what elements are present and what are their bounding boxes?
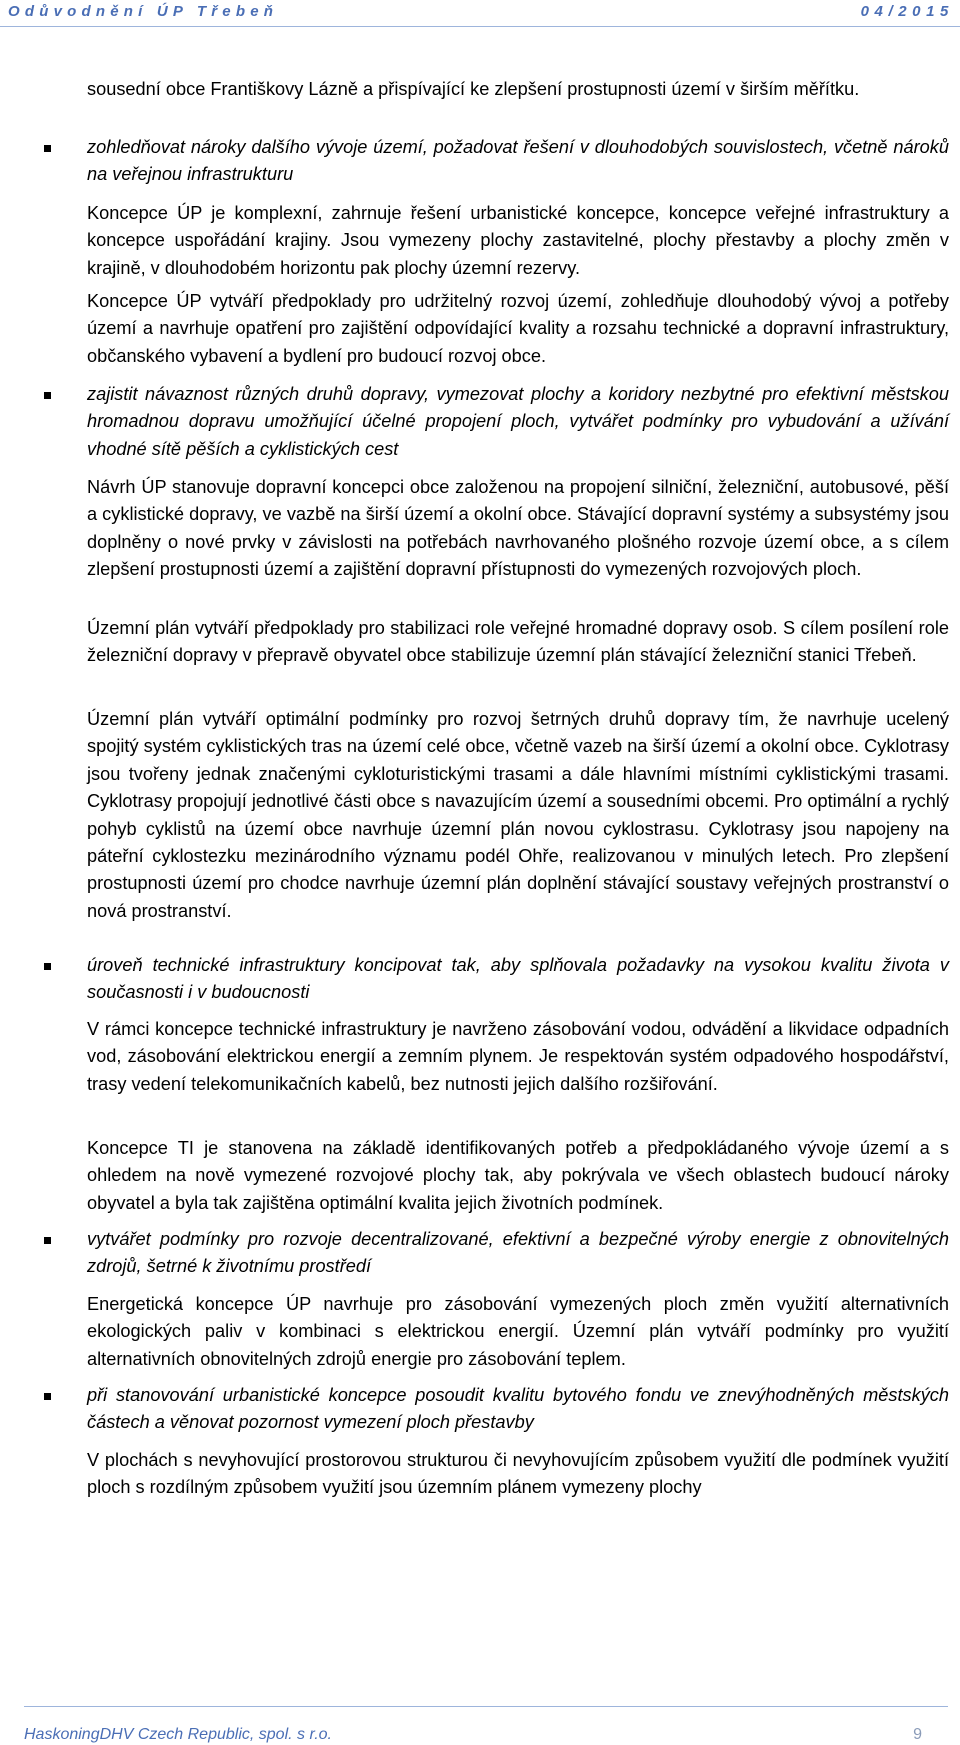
footer-divider	[24, 1706, 948, 1707]
bullet-text: zajistit návaznost různých druhů dopravy, vymezovat plochy a koridory nezbytné pro efektivní městskou hromadnou dopravu umožňující účelné propojení ploch, vytvářet podmínky pro vybudování a užívání vhodné sítě pěších a cyklistických cest	[87, 384, 949, 459]
bullet-icon	[44, 1393, 51, 1400]
paragraph: Energetická koncepce ÚP navrhuje pro zásobování vymezených ploch změn využití alternativních ekologických paliv v kombinaci s elektrickou energií. Územní plán vytváří podmínky pro využití alternativních obnovitelných zdrojů energie pro zásobování teplem.	[87, 1294, 949, 1369]
paragraph: Návrh ÚP stanovuje dopravní koncepci obce založenou na propojení silniční, železniční, autobusové, pěší a cyklistické dopravy, ve vazbě na širší území a okolní obce. Stávající dopravní systémy a subsystémy jsou doplněny o nové prvky v závislosti na potřebách navrhovaného plošného rozvoje území obce, a s cílem zlepšení prostupnosti území a zajištění dopravní přístupnosti do vymezených rozvojových ploch.	[87, 477, 949, 580]
bullet-item	[87, 134, 949, 189]
bullet-icon	[44, 963, 51, 970]
paragraph: Koncepce ÚP vytváří předpoklady pro udržitelný rozvoj území, zohledňuje dlouhodobý vývoj a potřeby území a navrhuje opatření pro zajištění odpovídající kvality a rozsahu technické a dopravní infrastruktury, občanského vybavení a bydlení pro budoucí rozvoj obce.	[87, 291, 949, 366]
header-divider	[0, 26, 960, 27]
page-number: 9	[913, 1726, 922, 1743]
bullet-text: při stanovování urbanistické koncepce posoudit kvalitu bytového fondu ve znevýhodněných městských částech a věnovat pozornost vymezení ploch přestavby	[87, 1385, 949, 1433]
paragraph: sousední obce Františkovy Lázně a přispívající ke zlepšení prostupnosti území v širším měřítku.	[87, 79, 860, 99]
paragraph: Koncepce TI je stanovena na základě identifikovaných potřeb a předpokládaného vývoje území a s ohledem na nově vymezené rozvojové plochy tak, aby pokrývala ve všech oblastech budoucí nároky obyvatel a byla tak zajištěna optimální kvalita jejich životních podmínek.	[87, 1138, 949, 1213]
paragraph: V plochách s nevyhovující prostorovou strukturou či nevyhovujícím způsobem využití dle podmínek využití ploch s rozdílným způsobem využití jsou územním plánem vymezeny plochy	[87, 1450, 949, 1498]
bullet-icon	[44, 1237, 51, 1244]
bullet-item	[87, 1382, 949, 1437]
bullet-icon	[44, 392, 51, 399]
paragraph: Územní plán vytváří optimální podmínky pro rozvoj šetrných druhů dopravy tím, že navrhuje ucelený spojitý systém cyklistických tras na území celé obce, včetně vazeb na širší území a okolní obce. Cyklotrasy jsou tvořeny jednak značenými cykloturistickými trasami a dále hlavními místními cyklistickými trasami. Cyklotrasy propojují jednotlivé části obce s navazujícím území a sousedními obcemi. Pro optimální a rychlý pohyb cyklistů na území obce navrhuje územní plán novou cyklostrasu. Cyklotrasy jsou napojeny na páteřní cyklostezku mezinárodního významu podél Ohře, realizovanou v minulých letech. Pro zlepšení prostupnosti území pro chodce navrhuje územní plán doplnění stávající soustavy veřejných prostranství o nová prostranství.	[87, 709, 949, 921]
bullet-item	[87, 952, 949, 1007]
bullet-text: zohledňovat nároky dalšího vývoje území, požadovat řešení v dlouhodobých souvislostech, včetně nároků na veřejnou infrastrukturu	[87, 137, 949, 185]
page-footer	[0, 1706, 960, 1745]
company-name: HaskoningDHV Czech Republic, spol. s r.o.	[24, 1726, 332, 1743]
paragraph: Územní plán vytváří předpoklady pro stabilizaci role veřejné hromadné dopravy osob. S cílem posílení role železniční dopravy v přepravě obyvatel obce stabilizuje územní plán stávající železniční stanici Třebeň.	[87, 618, 949, 666]
page-header	[0, 0, 960, 28]
document-date: 04/2015	[860, 3, 954, 20]
bullet-item	[87, 381, 949, 463]
bullet-text: vytvářet podmínky pro rozvoje decentralizované, efektivní a bezpečné výroby energie z obnovitelných zdrojů, šetrné k životnímu prostředí	[87, 1229, 949, 1277]
document-title: Odůvodnění ÚP Třebeň	[8, 3, 279, 20]
paragraph: V rámci koncepce technické infrastruktury je navrženo zásobování vodou, odvádění a likvidace odpadních vod, zásobování elektrickou energií a zemním plynem. Je respektován systém odpadového hospodářství, trasy vedení telekomunikačních kabelů, bez nutnosti jejich dalšího rozšiřování.	[87, 1019, 949, 1094]
bullet-icon	[44, 145, 51, 152]
bullet-text: úroveň technické infrastruktury koncipovat tak, aby splňovala požadavky na vysokou kvalitu života v současnosti i v budoucnosti	[87, 955, 949, 1003]
paragraph: Koncepce ÚP je komplexní, zahrnuje řešení urbanistické koncepce, koncepce veřejné infrastruktury a koncepce uspořádání krajiny. Jsou vymezeny plochy zastavitelné, plochy přestavby a plochy změn v krajině, v dlouhodobém horizontu pak plochy územní rezervy.	[87, 203, 949, 278]
bullet-item	[87, 1226, 949, 1281]
